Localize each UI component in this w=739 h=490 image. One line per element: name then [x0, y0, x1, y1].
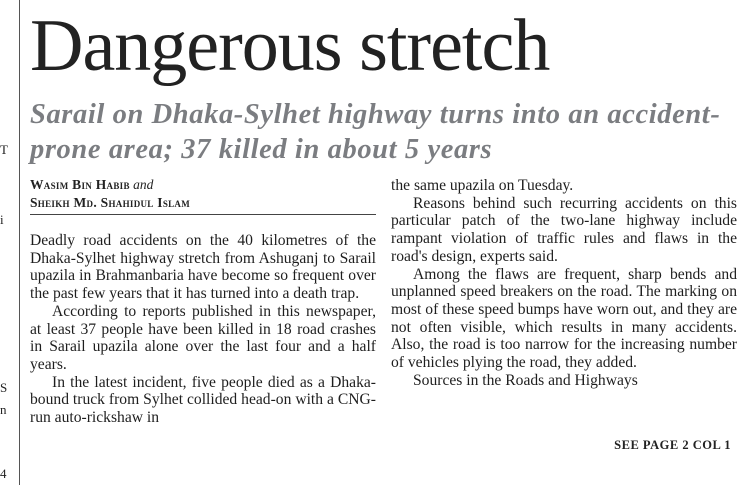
article-column-2	[391, 177, 737, 389]
adjacent-text-fragment: S	[0, 380, 8, 395]
author-name: Sheikh Md. Shahidul Islam	[30, 195, 191, 210]
adjacent-text-fragment: n	[0, 402, 7, 417]
adjacent-text-fragment: T	[0, 142, 9, 157]
headline: Dangerous stretch	[30, 5, 550, 87]
paragraph: According to reports published in this newspaper, at least 37 people have been killed in 18 road crashes in Sarail upazila alone over the last four and a half years.	[30, 302, 376, 373]
byline-rule	[30, 214, 376, 215]
adjacent-text-fragment: 4	[0, 466, 7, 481]
paragraph: Among the flaws are frequent, sharp bends and unplanned speed breakers on the road. The marking on most of these speed bumps have worn out, and they are not often visible, which results in many accidents. Also, the road is too narrow for the increasing number of vehicles plying the road, they added.	[391, 265, 737, 372]
subheadline: Sarail on Dhaka-Sylhet highway turns into an accident-prone area; 37 killed in about 5 years	[30, 99, 721, 165]
author-name: Wasim Bin Habib	[30, 177, 130, 192]
column-divider-rule	[19, 0, 20, 485]
paragraph: Reasons behind such recurring accidents on this particular patch of the two-lane highway include rampant violation of traffic rules and flaws in the road's design, experts said.	[391, 194, 737, 265]
continuation-jump-line: SEE PAGE 2 COL 1	[614, 438, 731, 452]
paragraph: Deadly road accidents on the 40 kilometres of the Dhaka-Sylhet highway stretch from Ashuganj to Sarail upazila in Brahmanbaria have become so frequent over the past few years that it has turned into a death trap.	[30, 232, 376, 303]
adjacent-column-strip	[0, 0, 18, 490]
byline-conjunction: and	[133, 177, 154, 192]
adjacent-text-fragment: i	[0, 212, 5, 227]
paragraph: In the latest incident, five people died as a Dhaka-bound truck from Sylhet collided head-on with a CNG-run auto-rickshaw in	[30, 373, 376, 427]
paragraph: the same upazila on Tuesday.	[391, 177, 574, 194]
byline	[30, 176, 376, 212]
article-column-1	[30, 232, 376, 427]
paragraph: Sources in the Roads and Highways	[413, 371, 638, 389]
